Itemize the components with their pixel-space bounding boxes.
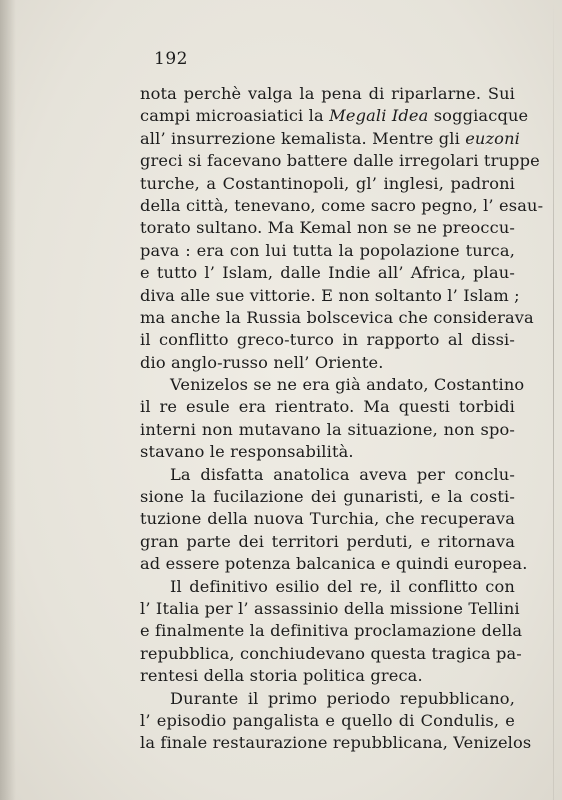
text-line: il re esule era rientrato. Ma questi torbidi bbox=[140, 397, 515, 417]
text-line: gran parte dei territori perduti, e ritornava bbox=[140, 531, 515, 551]
text-line: il conflitto greco-turco in rapporto al dissi- bbox=[140, 330, 515, 350]
text-line: greci si facevano battere dalle irregolari truppe bbox=[140, 151, 540, 171]
text-line: l’ Italia per l’ assassinio della missione Tellini bbox=[140, 598, 520, 618]
text-line: e tutto l’ Islam, dalle Indie all’ Africa, plau- bbox=[140, 263, 515, 283]
text-line: ad essere potenza balcanica e quindi europea. bbox=[140, 554, 528, 574]
body-text bbox=[140, 83, 544, 755]
text-segment: campi microasiatici la bbox=[140, 106, 330, 126]
text-line: della città, tenevano, come sacro pegno, l’ esau- bbox=[140, 195, 544, 215]
text-line: l’ episodio pangalista e quello di Condulis, e bbox=[140, 710, 515, 730]
text-line: interni non mutavano la situazione, non spo- bbox=[140, 419, 515, 439]
text-line bbox=[140, 128, 520, 150]
text-line: nota perchè valga la pena di riparlarne. Sui bbox=[140, 84, 515, 103]
text-line: stavano le responsabilità. bbox=[140, 442, 354, 462]
text-line: ma anche la Russia bolscevica che considerava bbox=[140, 307, 534, 327]
spine-shadow bbox=[0, 0, 16, 800]
text-line: sione la fucilazione dei gunaristi, e la costi- bbox=[140, 487, 515, 507]
text-line: La disfatta anatolica aveva per conclu- bbox=[170, 464, 515, 484]
text-line bbox=[140, 105, 529, 127]
page-edge bbox=[553, 0, 554, 800]
text-line: pava : era con lui tutta la popolazione turca, bbox=[140, 240, 515, 260]
italic-phrase: euzoni bbox=[465, 128, 520, 148]
italic-phrase: Megali Idea bbox=[329, 106, 429, 126]
text-line: diva alle sue vittorie. E non soltanto l’ Islam ; bbox=[140, 285, 520, 305]
text-line: la finale restaurazione repubblicana, Venizelos bbox=[140, 733, 532, 753]
text-line: dio anglo-russo nell’ Oriente. bbox=[140, 352, 384, 372]
text-line: Venizelos se ne era già andato, Costantino bbox=[170, 375, 525, 395]
text-line: e finalmente la definitiva proclamazione della bbox=[140, 621, 523, 641]
text-segment: soggiacque bbox=[428, 106, 529, 126]
text-line: rentesi della storia politica greca. bbox=[140, 666, 423, 686]
text-line: tuzione della nuova Turchia, che recuperava bbox=[140, 509, 515, 529]
text-line: Il definitivo esilio del re, il conflitto con bbox=[170, 576, 515, 596]
page-number: 192 bbox=[154, 49, 188, 69]
text-line: torato sultano. Ma Kemal non se ne preoccu- bbox=[140, 218, 516, 238]
text-line: repubblica, conchiudevano questa tragica pa- bbox=[140, 643, 522, 663]
text-segment: all’ insurrezione kemalista. Mentre gli bbox=[140, 128, 466, 148]
text-line: turche, a Costantinopoli, gl’ inglesi, padroni bbox=[140, 173, 515, 193]
text-line: Durante il primo periodo repubblicano, bbox=[170, 688, 515, 708]
